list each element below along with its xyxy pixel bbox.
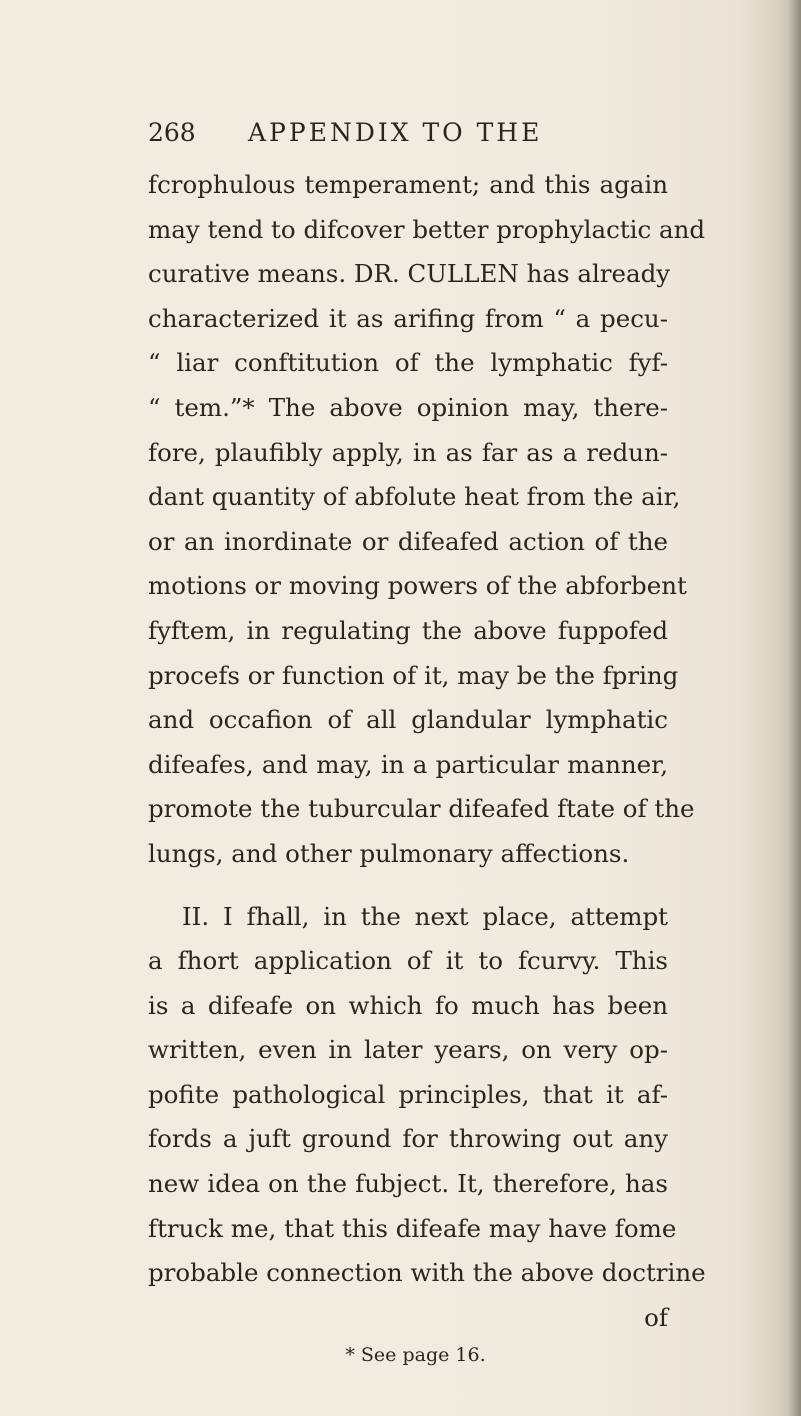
- text-line: may tend to difcover better prophylactic and: [148, 214, 706, 244]
- text-line: fords a juft ground for throwing out any: [148, 1124, 668, 1154]
- text-line: lungs, and other pulmonary affections.: [148, 838, 630, 868]
- text-line: written, even in later years, on very op-: [148, 1035, 668, 1065]
- text-line: or an inordinate or difeafed action of the: [148, 526, 668, 556]
- text-line: probable connection with the above doctrine: [148, 1258, 706, 1288]
- text-line: curative means. DR. CULLEN has already: [148, 259, 671, 289]
- text-line: “ tem.”* The above opinion may, there-: [148, 392, 668, 422]
- text-line: fore, plaufibly apply, in as far as a redun-: [148, 437, 668, 467]
- text-line: ftruck me, that this difeafe may have fome: [148, 1213, 677, 1243]
- page-edge: [787, 0, 801, 1416]
- text-line: difeafes, and may, in a particular manner,: [148, 749, 668, 779]
- text-line: motions or moving powers of the abforbent: [148, 571, 687, 601]
- footnote: [0, 1344, 801, 1366]
- page-number: 268: [148, 118, 196, 147]
- text-line: II. I fhall, in the next place, attempt: [182, 901, 668, 931]
- text-line: characterized it as arifing from “ a pecu-: [148, 303, 668, 333]
- text-line: dant quantity of abfolute heat from the air,: [148, 482, 681, 512]
- text-line: pofite pathological principles, that it af-: [148, 1079, 668, 1109]
- catchword: of: [644, 1302, 668, 1332]
- running-head: APPENDIX TO THE: [248, 118, 543, 147]
- footnote-text: * See page 16.: [345, 1344, 486, 1366]
- text-line: new idea on the fubject. It, therefore, has: [148, 1169, 668, 1199]
- text-line: and occafion of all glandular lymphatic: [148, 705, 668, 735]
- text-line: fcrophulous temperament; and this again: [148, 170, 668, 199]
- page-header: [148, 118, 668, 158]
- paragraph-gap: [148, 877, 668, 895]
- text-line: a fhort application of it to fcurvy. This: [148, 946, 668, 976]
- body-text: [148, 163, 706, 1340]
- text-line: promote the tuburcular difeafed ftate of the: [148, 794, 695, 824]
- text-line: procefs or function of it, may be the fpring: [148, 660, 679, 690]
- text-line: fyftem, in regulating the above fuppofed: [148, 615, 668, 645]
- text-line: is a difeafe on which fo much has been: [148, 990, 668, 1020]
- text-line: “ liar conftitution of the lymphatic fyf-: [148, 348, 668, 378]
